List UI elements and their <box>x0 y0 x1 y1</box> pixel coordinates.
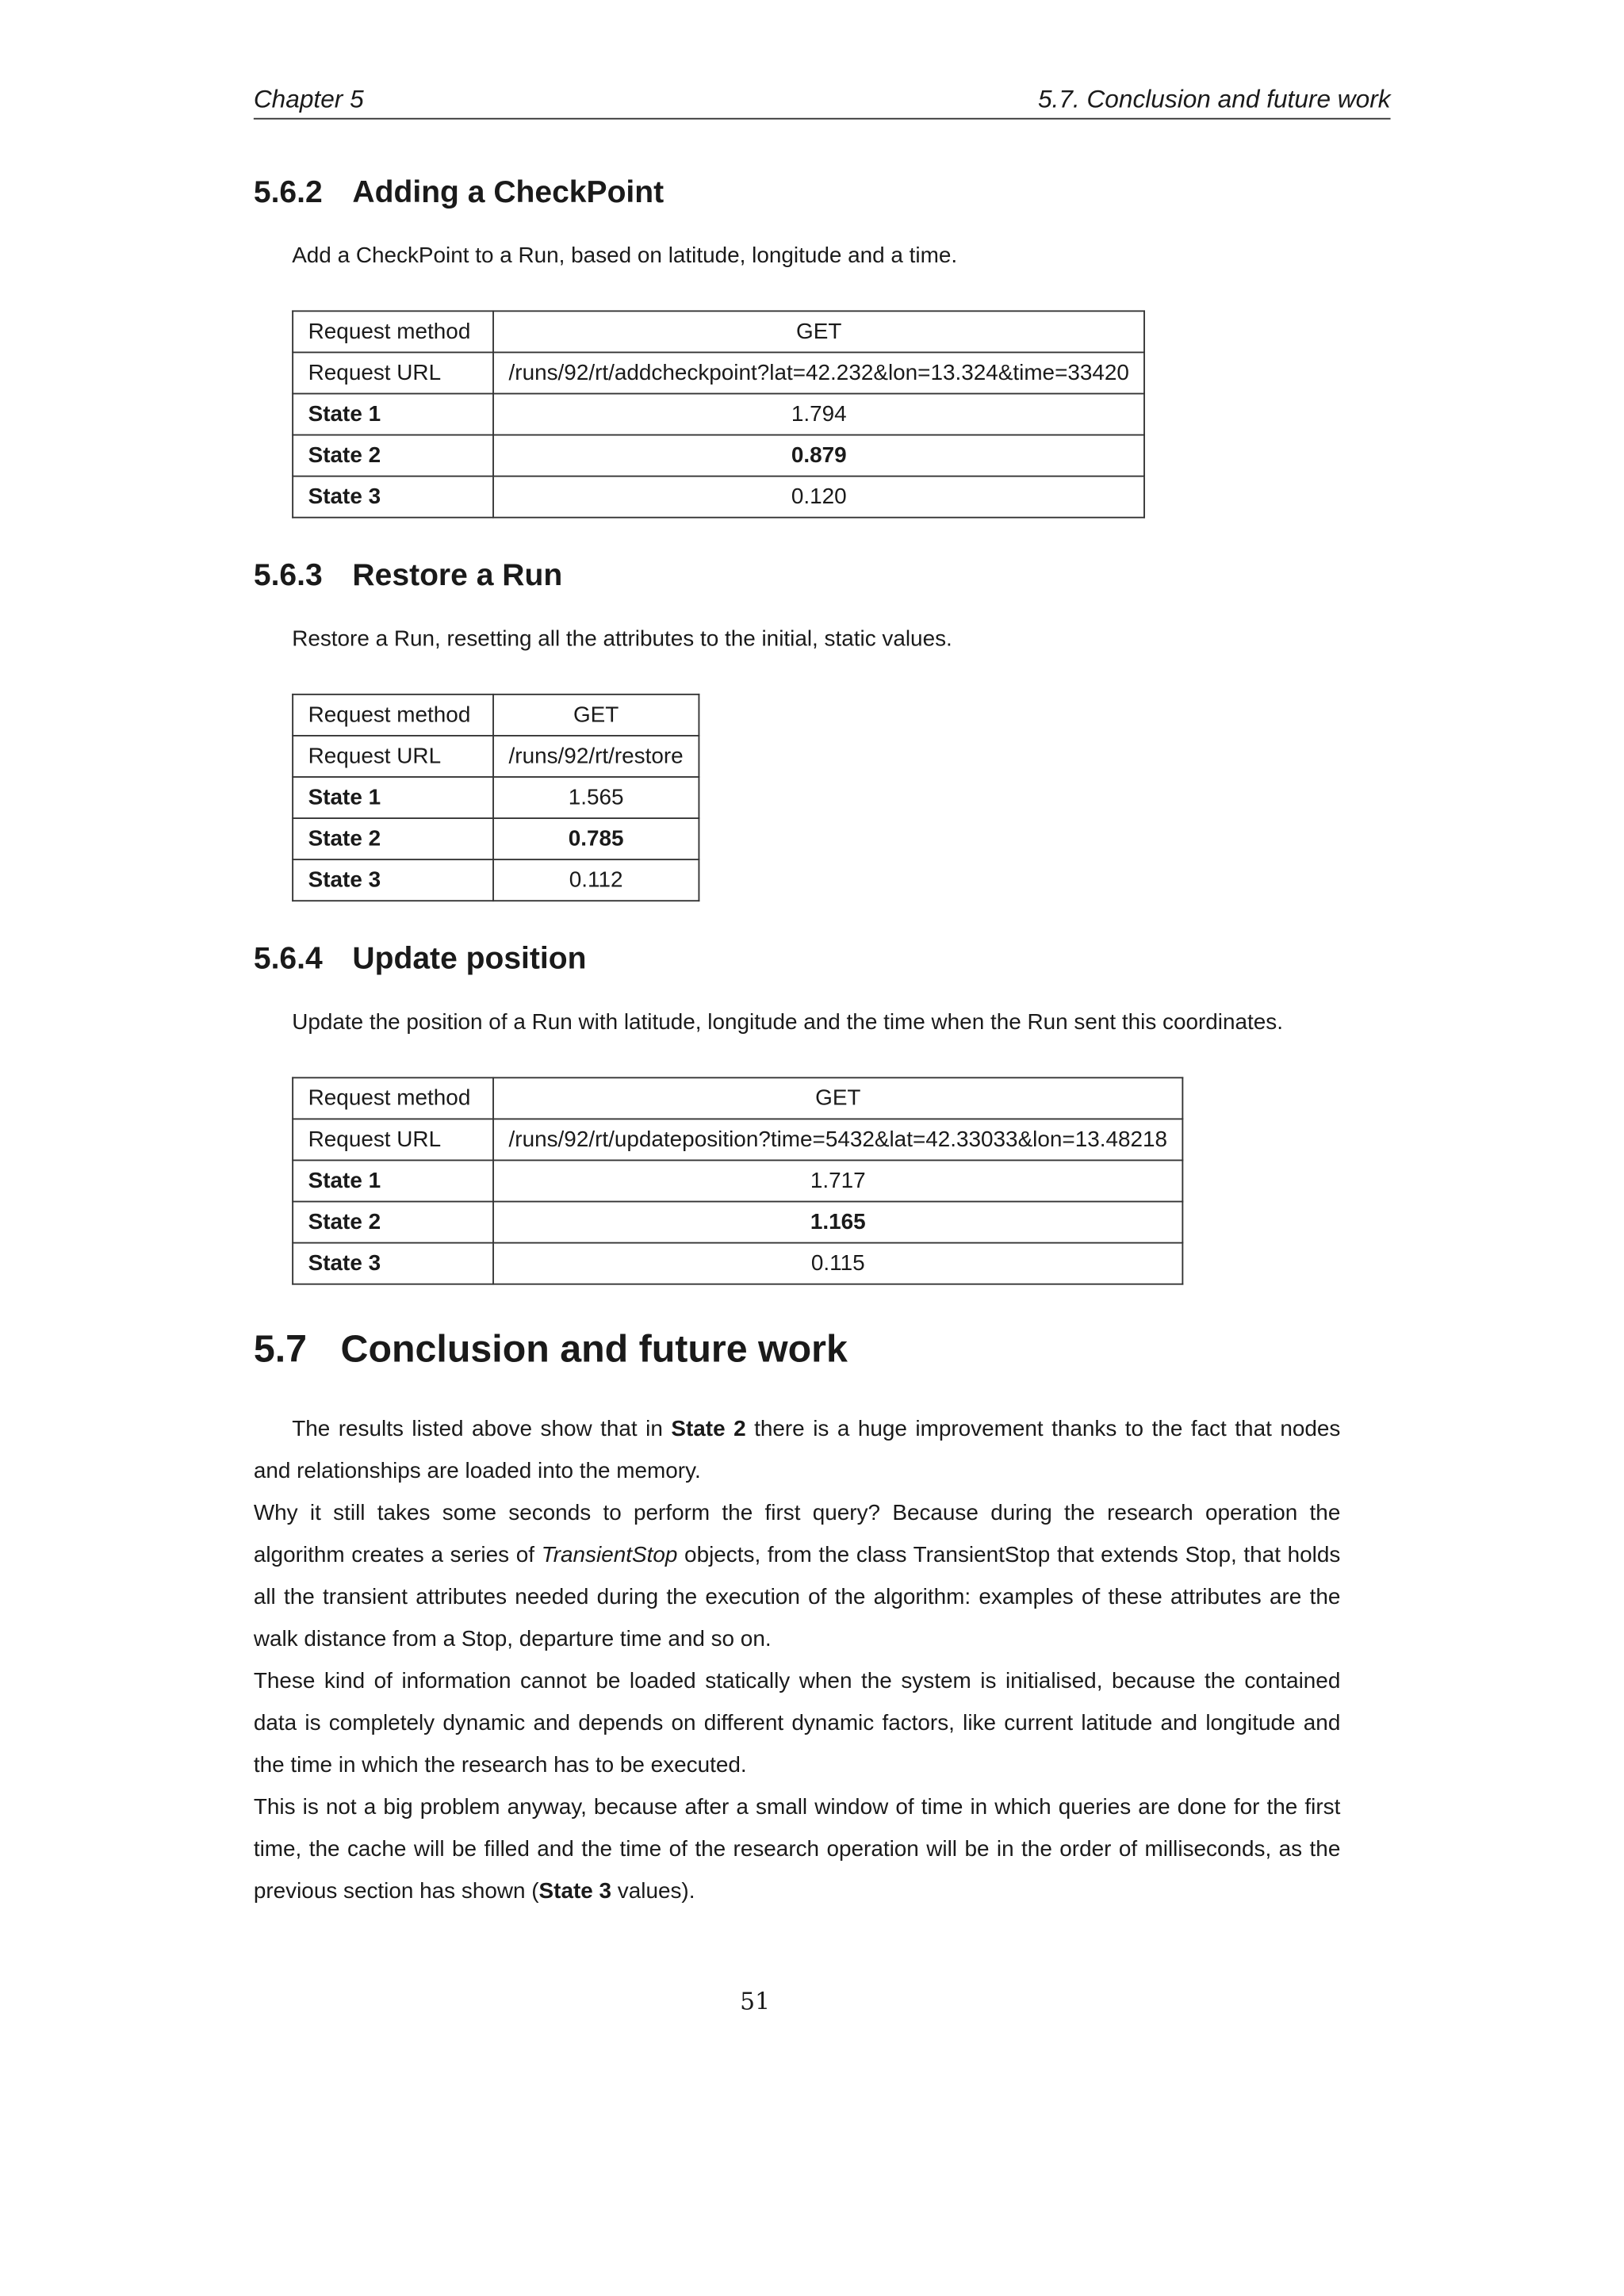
table-cell-label: State 3 <box>293 859 493 901</box>
paragraph <box>254 1492 1340 1660</box>
table-row <box>293 352 1144 393</box>
text-run: there is a huge improvement thanks to the fact that nodes and relationships are loaded into the memory. <box>253 1417 1341 1483</box>
section-heading-5-6-3 <box>254 557 562 593</box>
table-cell-value: 1.565 <box>493 777 699 818</box>
request-table-restore <box>292 694 699 901</box>
table-row <box>293 435 1144 476</box>
emphasis-bold: State 3 <box>538 1879 612 1904</box>
table-row <box>293 859 699 901</box>
section-intro: Add a CheckPoint to a Run, based on latitude, longitude and a time. <box>292 243 958 268</box>
table-cell-value: /runs/92/rt/addcheckpoint?lat=42.232&lon=13.324&time=33420 <box>493 352 1144 393</box>
table-cell-value: GET <box>493 311 1144 352</box>
paragraph <box>254 1408 1340 1492</box>
section-number: 5.6.3 <box>253 557 323 592</box>
table-cell-label: State 3 <box>293 1243 493 1284</box>
table-row <box>293 476 1144 518</box>
table-row <box>293 1243 1182 1284</box>
section-intro: Update the position of a Run with latitude, longitude and the time when the Run sent this coordinates. <box>292 1009 1283 1035</box>
section-number: 5.6.4 <box>253 940 323 976</box>
section-number: 5.6.2 <box>253 174 323 209</box>
table-cell-label: State 2 <box>293 818 493 859</box>
table-cell-value: 0.879 <box>493 435 1144 476</box>
section-heading-5-6-2 <box>254 174 664 209</box>
table-row <box>293 311 1144 352</box>
table-cell-value: 1.165 <box>493 1202 1183 1243</box>
section-title: Update position <box>352 940 587 976</box>
table-cell-value: 0.785 <box>493 818 699 859</box>
emphasis-bold: State 2 <box>671 1417 746 1441</box>
table-cell-label: Request method <box>293 695 493 736</box>
request-table-addcheckpoint <box>292 310 1145 518</box>
table-cell-label: State 1 <box>293 1160 493 1201</box>
running-header <box>254 82 1391 119</box>
table-cell-value: 0.120 <box>493 476 1144 518</box>
table-cell-value: GET <box>493 695 699 736</box>
table-row <box>293 736 699 777</box>
section-title: Conclusion and future work <box>340 1327 848 1371</box>
table-cell-value: GET <box>493 1077 1183 1119</box>
table-cell-label: Request URL <box>293 1119 493 1160</box>
table-row <box>293 1160 1182 1201</box>
paragraph <box>254 1786 1340 1912</box>
table-cell-label: Request URL <box>293 352 493 393</box>
table-cell-label: State 2 <box>293 1202 493 1243</box>
table-cell-value: 1.794 <box>493 394 1144 435</box>
table-row <box>293 1077 1182 1119</box>
header-chapter: Chapter 5 <box>253 85 364 114</box>
table-cell-label: State 1 <box>293 777 493 818</box>
table-row <box>293 777 699 818</box>
table-cell-value: /runs/92/rt/restore <box>493 736 699 777</box>
header-section: 5.7. Conclusion and future work <box>1037 85 1391 114</box>
page-number: 51 <box>740 1987 771 2016</box>
table-cell-label: State 3 <box>293 476 493 518</box>
section-title: Restore a Run <box>352 557 563 592</box>
emphasis-italic: TransientStop <box>541 1543 678 1567</box>
conclusion-body <box>254 1408 1340 1912</box>
text-run: values). <box>611 1879 695 1904</box>
table-row <box>293 818 699 859</box>
text-run: Why it still takes some seconds to perform the first query? Because during the research operation the algorithm creates a series of <box>253 1501 1341 1567</box>
section-heading-5-7 <box>254 1327 848 1372</box>
table-cell-label: Request method <box>293 1077 493 1119</box>
table-row <box>293 695 699 736</box>
section-intro: Restore a Run, resetting all the attributes to the initial, static values. <box>292 626 952 651</box>
table-cell-label: State 2 <box>293 435 493 476</box>
text-run: objects, from the class TransientStop that extends Stop, that holds all the transient attributes needed during the execution of the algorithm: examples of these attributes are the walk distance from a Stop, departure time and so on. <box>253 1543 1341 1651</box>
section-heading-5-6-4 <box>254 940 587 976</box>
table-cell-value: 0.112 <box>493 859 699 901</box>
table-cell-value: 0.115 <box>493 1243 1183 1284</box>
table-cell-value: 1.717 <box>493 1160 1183 1201</box>
table-row <box>293 1119 1182 1160</box>
table-row <box>293 394 1144 435</box>
table-cell-label: State 1 <box>293 394 493 435</box>
text-run: The results listed above show that in <box>292 1417 672 1441</box>
text-run: This is not a big problem anyway, because after a small window of time in which queries are done for the first time, the cache will be filled and the time of the research operation will be in the order of milliseconds, as the previous section has shown ( <box>253 1795 1341 1904</box>
request-table-updateposition <box>292 1077 1183 1284</box>
section-number: 5.7 <box>253 1327 308 1371</box>
table-cell-label: Request URL <box>293 736 493 777</box>
section-title: Adding a CheckPoint <box>352 174 665 209</box>
paragraph: These kind of information cannot be loaded statically when the system is initialised, because the contained data is completely dynamic and depends on different dynamic factors, like current latitude and longitude and the time in which the research has to be executed. <box>253 1669 1341 1777</box>
table-cell-value: /runs/92/rt/updateposition?time=5432&lat=42.33033&lon=13.48218 <box>493 1119 1183 1160</box>
table-row <box>293 1202 1182 1243</box>
table-cell-label: Request method <box>293 311 493 352</box>
